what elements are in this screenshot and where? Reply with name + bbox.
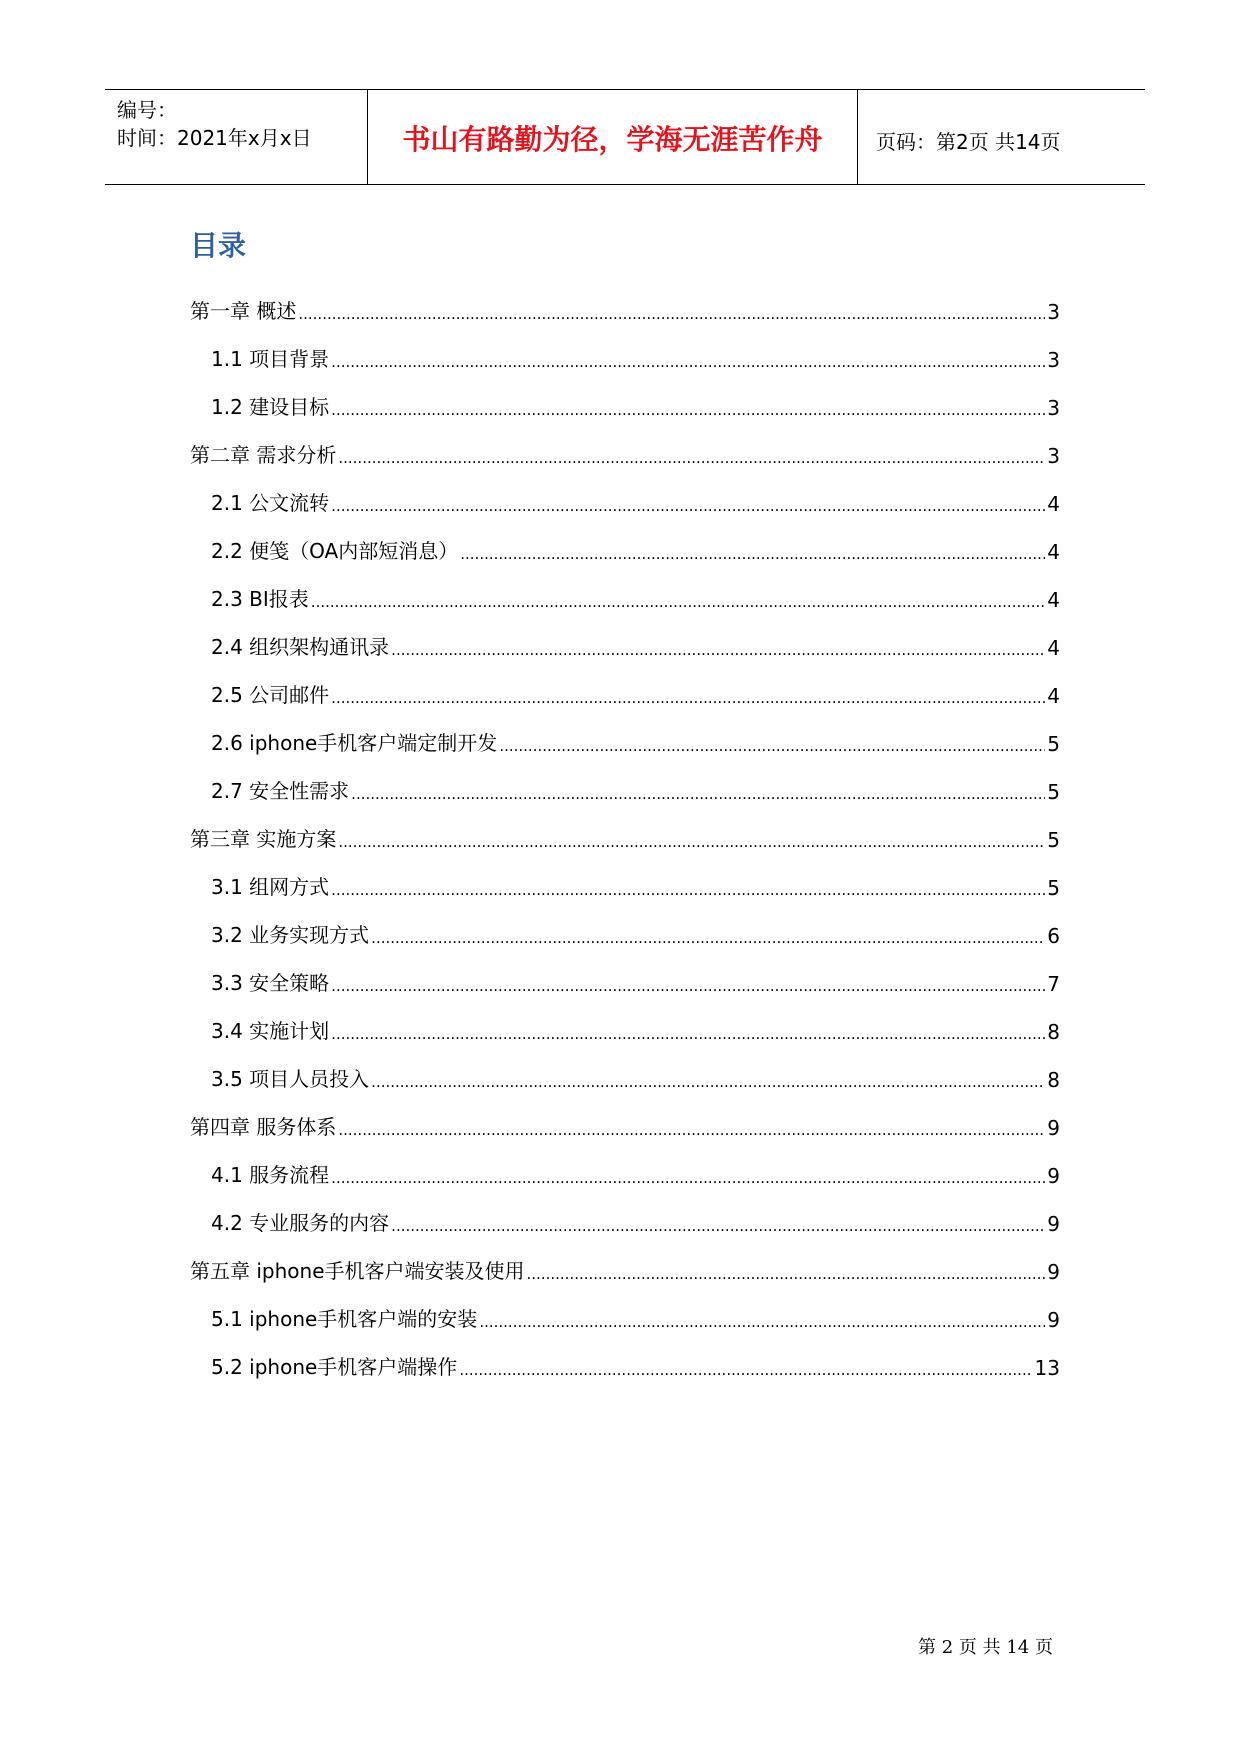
toc-entry-label: 3.5 项目人员投入: [211, 1067, 370, 1091]
toc-section-entry[interactable]: [190, 468, 1060, 516]
toc-dot-leader: [338, 1116, 1045, 1140]
toc-entry-page-number: 8: [1047, 1020, 1060, 1044]
toc-dot-leader: [331, 876, 1045, 900]
toc-title: 目录: [190, 229, 247, 262]
header-page-number: 页码：第2页 共14页: [876, 130, 1061, 154]
toc-section-entry[interactable]: [190, 708, 1060, 756]
toc-entry-label: 3.2 业务实现方式: [211, 923, 370, 947]
toc-entry-label: 第一章 概述: [190, 299, 297, 323]
toc-entry-page-number: 5: [1047, 732, 1060, 756]
toc-dot-leader: [331, 348, 1045, 372]
toc-dot-leader: [331, 492, 1045, 516]
toc-dot-leader: [351, 780, 1045, 804]
toc-entry-page-number: 5: [1047, 876, 1060, 900]
toc-entry-label: 2.3 BI报表: [211, 587, 309, 611]
toc-entry-label: 2.5 公司邮件: [211, 683, 330, 707]
toc-entry-page-number: 3: [1047, 396, 1060, 420]
toc-entry-label: 第二章 需求分析: [190, 443, 337, 467]
toc-dot-leader: [298, 300, 1045, 324]
toc-chapter-entry[interactable]: [190, 420, 1060, 468]
toc-entry-page-number: 4: [1047, 540, 1060, 564]
toc-section-entry[interactable]: [190, 1332, 1060, 1380]
toc-entry-page-number: 3: [1047, 300, 1060, 324]
header-right-cell: [858, 90, 1145, 184]
toc-entry-label: 第三章 实施方案: [190, 827, 337, 851]
toc-section-entry[interactable]: [190, 372, 1060, 420]
toc-chapter-entry[interactable]: [190, 804, 1060, 852]
page-footer: 第 2 页 共 14 页: [918, 1637, 1053, 1658]
toc-entry-page-number: 9: [1047, 1164, 1060, 1188]
toc-section-entry[interactable]: [190, 996, 1060, 1044]
header-motto: 书山有路勤为径，学海无涯苦作舟: [402, 123, 823, 156]
toc-section-entry[interactable]: [190, 852, 1060, 900]
table-of-contents: [190, 276, 1060, 1380]
toc-chapter-entry[interactable]: [190, 1236, 1060, 1284]
toc-dot-leader: [479, 1308, 1045, 1332]
toc-entry-page-number: 5: [1047, 780, 1060, 804]
toc-entry-label: 2.6 iphone手机客户端定制开发: [211, 731, 498, 755]
toc-dot-leader: [331, 396, 1045, 420]
toc-entry-page-number: 4: [1047, 492, 1060, 516]
toc-entry-label: 第四章 服务体系: [190, 1115, 337, 1139]
page-header: [105, 89, 1145, 185]
toc-entry-page-number: 6: [1047, 924, 1060, 948]
toc-entry-label: 2.2 便笺（OA内部短消息）: [211, 539, 459, 563]
toc-entry-page-number: 9: [1047, 1212, 1060, 1236]
toc-dot-leader: [527, 1260, 1046, 1284]
toc-dot-leader: [460, 540, 1045, 564]
toc-section-entry[interactable]: [190, 948, 1060, 996]
toc-entry-label: 3.3 安全策略: [211, 971, 330, 995]
toc-section-entry[interactable]: [190, 516, 1060, 564]
toc-section-entry[interactable]: [190, 324, 1060, 372]
toc-entry-label: 1.1 项目背景: [211, 347, 330, 371]
toc-entry-label: 第五章 iphone手机客户端安装及使用: [190, 1259, 525, 1283]
toc-entry-label: 2.1 公文流转: [211, 491, 330, 515]
toc-section-entry[interactable]: [190, 660, 1060, 708]
toc-entry-page-number: 5: [1047, 828, 1060, 852]
toc-dot-leader: [371, 924, 1045, 948]
toc-entry-page-number: 3: [1047, 348, 1060, 372]
toc-entry-label: 5.1 iphone手机客户端的安装: [211, 1307, 478, 1331]
toc-dot-leader: [331, 1020, 1045, 1044]
toc-section-entry[interactable]: [190, 900, 1060, 948]
date-label: 时间：2021年x月x日: [117, 126, 312, 150]
toc-entry-page-number: 3: [1047, 444, 1060, 468]
toc-entry-page-number: 4: [1047, 588, 1060, 612]
header-left-cell: [105, 90, 367, 184]
toc-section-entry[interactable]: [190, 612, 1060, 660]
toc-entry-label: 3.1 组网方式: [211, 875, 330, 899]
toc-entry-page-number: 13: [1034, 1356, 1060, 1380]
toc-section-entry[interactable]: [190, 1284, 1060, 1332]
toc-entry-page-number: 9: [1047, 1116, 1060, 1140]
toc-dot-leader: [499, 732, 1045, 756]
toc-dot-leader: [331, 684, 1045, 708]
toc-entry-label: 3.4 实施计划: [211, 1019, 330, 1043]
toc-dot-leader: [331, 1164, 1045, 1188]
toc-entry-page-number: 9: [1047, 1260, 1060, 1284]
toc-section-entry[interactable]: [190, 1188, 1060, 1236]
toc-entry-page-number: 4: [1047, 684, 1060, 708]
toc-dot-leader: [338, 444, 1045, 468]
toc-entry-label: 2.4 组织架构通讯录: [211, 635, 390, 659]
toc-dot-leader: [391, 1212, 1045, 1236]
toc-entry-page-number: 7: [1047, 972, 1060, 996]
serial-number-label: 编号：: [117, 98, 177, 122]
toc-dot-leader: [371, 1068, 1045, 1092]
toc-entry-label: 4.1 服务流程: [211, 1163, 330, 1187]
toc-entry-label: 1.2 建设目标: [211, 395, 330, 419]
toc-dot-leader: [311, 588, 1045, 612]
toc-section-entry[interactable]: [190, 1044, 1060, 1092]
header-middle-cell: [367, 90, 858, 184]
toc-section-entry[interactable]: [190, 756, 1060, 804]
toc-entry-page-number: 8: [1047, 1068, 1060, 1092]
toc-chapter-entry[interactable]: [190, 276, 1060, 324]
toc-entry-label: 2.7 安全性需求: [211, 779, 350, 803]
toc-entry-page-number: 4: [1047, 636, 1060, 660]
toc-dot-leader: [391, 636, 1045, 660]
toc-entry-page-number: 9: [1047, 1308, 1060, 1332]
toc-dot-leader: [338, 828, 1045, 852]
toc-entry-label: 4.2 专业服务的内容: [211, 1211, 390, 1235]
toc-dot-leader: [459, 1356, 1032, 1380]
toc-dot-leader: [331, 972, 1045, 996]
toc-entry-label: 5.2 iphone手机客户端操作: [211, 1355, 458, 1379]
toc-section-entry[interactable]: [190, 1140, 1060, 1188]
toc-section-entry[interactable]: [190, 564, 1060, 612]
toc-chapter-entry[interactable]: [190, 1092, 1060, 1140]
